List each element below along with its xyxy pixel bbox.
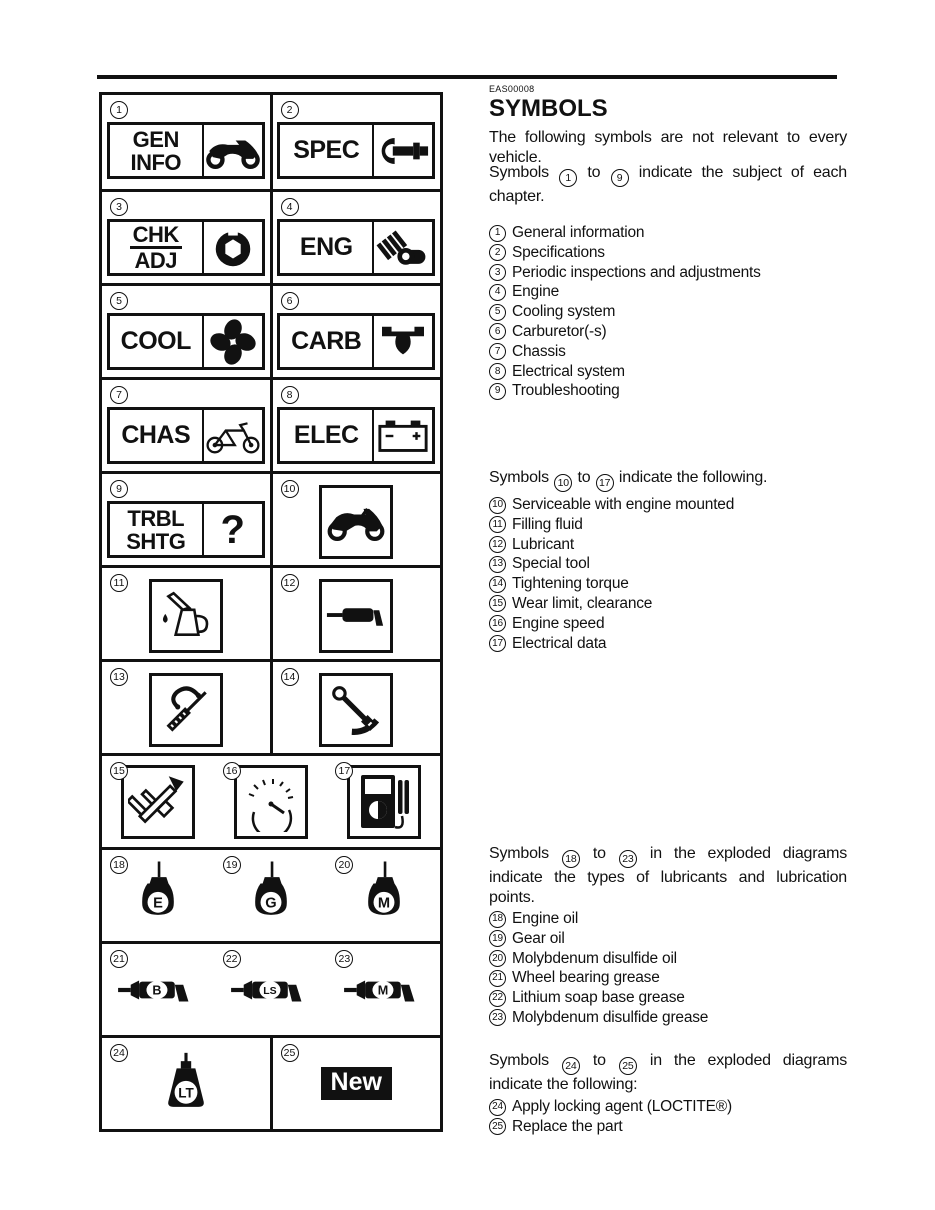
lead-text: indicate the subject of each chapter.	[489, 164, 847, 205]
lead-text: Symbols	[489, 469, 549, 486]
intro-paragraph: The following symbols are not relevant to every vehicle.	[489, 129, 847, 166]
chapter-badge	[277, 313, 435, 370]
symbol-cell-lubricant	[270, 568, 441, 659]
item-label: Electrical system	[512, 362, 625, 380]
item-label: Troubleshooting	[512, 382, 620, 400]
micrometer-icon	[377, 133, 429, 169]
cell-number: 18	[110, 856, 128, 874]
lead-text: to	[587, 164, 601, 181]
item-label: Cooling system	[512, 303, 616, 321]
symbol-cell-filling-fluid	[102, 568, 270, 659]
circled-number: 10	[489, 497, 506, 514]
item-label: General information	[512, 224, 645, 241]
badge-label	[280, 125, 372, 176]
list-item	[489, 302, 847, 322]
cell-number: 8	[281, 386, 299, 404]
badge-icon-area	[202, 410, 262, 461]
grid-row-3	[102, 283, 440, 377]
section-code: EAS00008	[489, 84, 535, 94]
list-item	[489, 634, 847, 654]
symbol-cell-spec	[270, 95, 441, 189]
list-item	[489, 495, 847, 515]
badge-label	[280, 222, 372, 273]
list-item	[489, 594, 847, 614]
page-title: SYMBOLS	[489, 95, 608, 122]
circled-number: 12	[489, 536, 506, 553]
grid-row-7	[102, 659, 440, 753]
item-label: Molybdenum disulfide grease	[512, 1008, 709, 1026]
icon-box	[347, 765, 421, 839]
circled-number: 18	[489, 911, 506, 928]
symbol-cell-engine-speed	[215, 756, 328, 847]
chassis-bike-icon	[204, 416, 262, 456]
item-label: Replace the part	[512, 1117, 623, 1135]
grid-row-8	[102, 753, 440, 847]
chapter-badge	[277, 407, 435, 464]
circled-number: 14	[489, 576, 506, 593]
badge-label	[110, 222, 202, 273]
symbol-cell-chas	[102, 380, 270, 471]
grid-row-1	[102, 95, 440, 189]
carburetor-icon	[378, 321, 428, 363]
cell-number: 6	[281, 292, 299, 310]
circled-number: 9	[489, 383, 506, 400]
wrench-nut-icon	[210, 225, 256, 271]
grease-letter: LS	[263, 984, 277, 997]
section4-list	[489, 1097, 847, 1137]
cell-number: 23	[335, 950, 353, 968]
cell-number: 22	[223, 950, 241, 968]
cell-number: 11	[110, 574, 128, 592]
lead-text: in the exploded diagrams indicate the following:	[489, 1052, 848, 1093]
cell-number: 20	[335, 856, 353, 874]
badge-label	[110, 316, 202, 367]
badge-icon-area	[202, 504, 262, 555]
oil-letter: G	[265, 895, 277, 911]
list-item	[489, 929, 847, 949]
symbol-cell-elec	[270, 380, 441, 471]
icon-box	[319, 579, 393, 653]
circled-number: 23	[489, 1009, 506, 1026]
badge-line: CHK	[130, 223, 182, 249]
symbol-cell-wheel-bearing-grease	[102, 944, 215, 1035]
badge-line: ENG	[299, 233, 353, 261]
circled-number: 7	[489, 343, 506, 360]
item-label: Special tool	[512, 555, 590, 573]
section1-list	[489, 223, 847, 401]
circled-number: 23	[619, 850, 637, 868]
list-item	[489, 362, 847, 382]
top-rule	[97, 75, 837, 79]
icon-box	[149, 673, 223, 747]
list-item	[489, 614, 847, 634]
chapter-badge	[107, 122, 265, 179]
symbol-cell-cool	[102, 286, 270, 377]
item-label: Filling fluid	[512, 515, 583, 533]
cell-number: 14	[281, 668, 299, 686]
list-item	[489, 1117, 847, 1137]
lead-text: to	[592, 1052, 606, 1069]
grease-letter: M	[377, 983, 388, 998]
symbol-cell-engine-oil	[102, 850, 215, 941]
symbol-cell-wear-limit	[102, 756, 215, 847]
badge-line: TRBL	[127, 505, 185, 531]
caliper-icon	[128, 772, 188, 832]
badge-icon-area	[202, 125, 262, 176]
circled-number: 18	[562, 850, 580, 868]
oil-letter: E	[153, 895, 164, 911]
grease-applicator-icon	[342, 974, 426, 1006]
oiler-icon	[361, 857, 407, 935]
list-item	[489, 243, 847, 263]
battery-icon	[376, 416, 430, 456]
cell-number: 9	[110, 480, 128, 498]
grease-applicator-icon	[229, 974, 313, 1006]
list-item	[489, 282, 847, 302]
engine-cylinder-icon	[375, 227, 431, 269]
badge-line: SHTG	[126, 528, 186, 554]
multimeter-icon	[358, 772, 410, 832]
badge-icon-area	[202, 316, 262, 367]
symbol-cell-trbl-shtg	[102, 474, 270, 565]
circled-number: 19	[489, 930, 506, 947]
item-label: Chassis	[512, 342, 566, 360]
symbol-cell-gen-info	[102, 95, 270, 189]
cell-number: 24	[110, 1044, 128, 1062]
list-item	[489, 949, 847, 969]
symbol-cell-chk-adj	[102, 192, 270, 283]
list-item	[489, 574, 847, 594]
lead-text: in the exploded diagrams indicate the types of lubricants and lubrication points.	[489, 845, 848, 906]
grid-row-2	[102, 189, 440, 283]
grid-row-11	[102, 1035, 440, 1129]
section3-list	[489, 909, 847, 1028]
item-label: Wheel bearing grease	[512, 969, 660, 987]
circled-number: 24	[489, 1099, 506, 1116]
list-item	[489, 968, 847, 988]
cell-number: 1	[110, 101, 128, 119]
symbol-cell-moly-grease	[327, 944, 440, 1035]
tachometer-icon	[241, 772, 301, 832]
list-item	[489, 515, 847, 535]
cell-number: 16	[223, 762, 241, 780]
circled-number: 5	[489, 304, 506, 321]
circled-number: 11	[489, 516, 506, 533]
item-label: Gear oil	[512, 929, 565, 947]
item-label: Wear limit, clearance	[512, 594, 653, 612]
section1-lead	[489, 163, 847, 207]
badge-line: GEN	[132, 126, 179, 152]
cell-number: 4	[281, 198, 299, 216]
section4-lead	[489, 1051, 847, 1095]
symbol-cell-gear-oil	[215, 850, 328, 941]
badge-icon-area	[202, 222, 262, 273]
circled-number: 17	[596, 474, 614, 492]
symbol-cell-replace-part	[270, 1038, 441, 1129]
oiler-icon	[135, 857, 181, 935]
list-item	[489, 535, 847, 555]
icon-box	[319, 673, 393, 747]
item-label: Serviceable with engine mounted	[512, 496, 735, 513]
badge-icon-area	[372, 316, 432, 367]
lead-text: to	[592, 845, 606, 862]
grid-row-9	[102, 847, 440, 941]
badge-icon-area	[372, 222, 432, 273]
new-part-tag: New	[321, 1067, 392, 1100]
symbol-grid	[99, 92, 443, 1132]
icon-box	[121, 765, 195, 839]
list-item	[489, 1008, 847, 1028]
lead-text: indicate the following.	[618, 469, 768, 486]
cell-number: 25	[281, 1044, 299, 1062]
cell-number: 10	[281, 480, 299, 498]
item-label: Apply locking agent (LOCTITE®)	[512, 1098, 732, 1115]
badge-label	[280, 410, 372, 461]
list-item	[489, 342, 847, 362]
section2-lead	[489, 468, 847, 492]
list-item	[489, 322, 847, 342]
list-item	[489, 988, 847, 1008]
badge-line: ADJ	[134, 248, 177, 273]
item-label: Engine	[512, 283, 560, 301]
circled-number: 2	[489, 244, 506, 261]
chapter-badge	[107, 219, 265, 276]
special-tool-icon	[157, 681, 215, 739]
badge-line: SPEC	[293, 136, 360, 164]
symbol-cell-carb	[270, 286, 441, 377]
circled-number: 4	[489, 284, 506, 301]
circled-number: 25	[489, 1118, 506, 1135]
list-item	[489, 263, 847, 283]
grid-row-6	[102, 565, 440, 659]
cell-number: 5	[110, 292, 128, 310]
oil-letter: M	[377, 895, 390, 911]
cell-number: 2	[281, 101, 299, 119]
cell-number: 15	[110, 762, 128, 780]
symbol-cell-special-tool	[102, 662, 270, 753]
symbol-cell-electrical-data	[327, 756, 440, 847]
circled-number: 6	[489, 323, 506, 340]
circled-number: 8	[489, 363, 506, 380]
motorcycle-icon	[204, 130, 262, 172]
item-label: Engine oil	[512, 910, 579, 927]
lead-text: Symbols	[489, 845, 549, 862]
item-label: Specifications	[512, 243, 605, 261]
oiler-icon	[248, 857, 294, 935]
item-label: Molybdenum disulfide oil	[512, 949, 677, 967]
list-item	[489, 554, 847, 574]
circled-number: 22	[489, 990, 506, 1007]
item-label: Lithium soap base grease	[512, 989, 685, 1007]
list-item	[489, 909, 847, 929]
cell-number: 12	[281, 574, 299, 592]
cooling-fan-icon	[210, 319, 256, 365]
item-label: Electrical data	[512, 634, 607, 652]
locking-agent-bottle-icon	[159, 1045, 213, 1123]
circled-number: 9	[611, 169, 629, 187]
symbol-cell-locking-agent	[102, 1038, 270, 1129]
badge-label	[110, 504, 202, 555]
circled-number: 24	[562, 1057, 580, 1075]
circled-number: 10	[554, 474, 572, 492]
cell-number: 3	[110, 198, 128, 216]
badge-line: CARB	[291, 327, 362, 355]
list-item	[489, 381, 847, 401]
grid-row-4	[102, 377, 440, 471]
circled-number: 20	[489, 950, 506, 967]
circled-number: 25	[619, 1057, 637, 1075]
icon-box	[149, 579, 223, 653]
grid-row-10	[102, 941, 440, 1035]
cell-number: 19	[223, 856, 241, 874]
chapter-badge	[107, 407, 265, 464]
lead-text: Symbols	[489, 164, 549, 181]
cell-number: 21	[110, 950, 128, 968]
grid-row-5	[102, 471, 440, 565]
badge-icon-area	[372, 125, 432, 176]
section3-lead	[489, 844, 847, 908]
section2-list	[489, 495, 847, 653]
text-column	[489, 84, 848, 1135]
icon-box	[319, 485, 393, 559]
chapter-badge	[107, 501, 265, 558]
oil-can-icon	[157, 587, 215, 645]
badge-label	[280, 316, 372, 367]
circled-number: 21	[489, 970, 506, 987]
circled-number: 17	[489, 635, 506, 652]
circled-number: 3	[489, 264, 506, 281]
item-label: Carburetor(-s)	[512, 322, 607, 340]
badge-label	[110, 410, 202, 461]
circled-number: 15	[489, 595, 506, 612]
item-label: Periodic inspections and adjustments	[512, 263, 761, 281]
symbol-cell-eng	[270, 192, 441, 283]
question-mark-icon: ?	[220, 507, 245, 552]
circled-number: 13	[489, 556, 506, 573]
list-item	[489, 1097, 847, 1117]
circled-number: 1	[489, 225, 506, 242]
lead-text: to	[577, 469, 591, 486]
badge-icon-area	[372, 410, 432, 461]
chapter-badge	[107, 313, 265, 370]
cell-number: 17	[335, 762, 353, 780]
item-label: Engine speed	[512, 614, 605, 632]
grease-applicator-icon	[116, 974, 200, 1006]
grease-gun-icon	[325, 602, 387, 630]
icon-box	[234, 765, 308, 839]
circled-number: 16	[489, 615, 506, 632]
item-label: Tightening torque	[512, 575, 629, 593]
bottle-letter: LT	[178, 1085, 194, 1100]
motorcycle-mounted-icon	[325, 500, 387, 544]
symbol-cell-lithium-grease	[215, 944, 328, 1035]
circled-number: 1	[559, 169, 577, 187]
chapter-badge	[277, 122, 435, 179]
cell-number: 13	[110, 668, 128, 686]
symbol-cell-tightening-torque	[270, 662, 441, 753]
badge-line: ELEC	[293, 421, 359, 449]
chapter-badge	[277, 219, 435, 276]
symbol-cell-engine-mounted	[270, 474, 441, 565]
symbol-cell-moly-oil	[327, 850, 440, 941]
badge-line: CHAS	[121, 421, 191, 449]
grease-letter: B	[152, 983, 162, 998]
cell-number: 7	[110, 386, 128, 404]
badge-label	[110, 125, 202, 176]
torque-wrench-icon	[327, 681, 385, 739]
lead-text: Symbols	[489, 1052, 549, 1069]
item-label: Lubricant	[512, 535, 574, 553]
list-item	[489, 223, 847, 243]
badge-line: INFO	[130, 149, 182, 175]
badge-line: COOL	[120, 327, 191, 355]
